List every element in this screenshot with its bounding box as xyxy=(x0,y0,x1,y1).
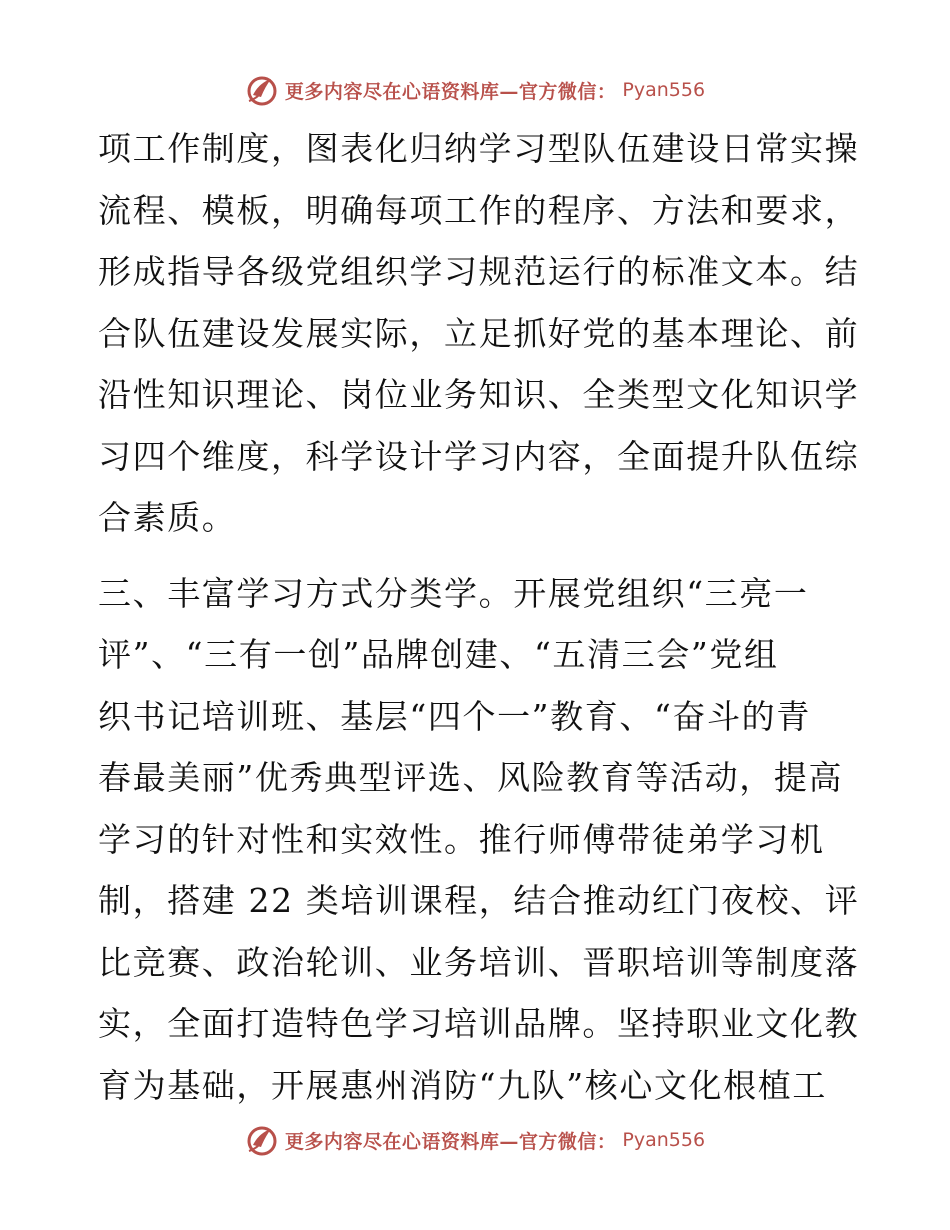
text-line: 育为基础，开展惠州消防“九队”核心文化根植工 xyxy=(98,1065,827,1105)
watermark-contact: Pyan556 xyxy=(622,1129,706,1151)
text-line: 织书记培训班、基层“四个一”教育、“奋斗的青 xyxy=(98,696,811,736)
text-line: 春最美丽”优秀典型评选、风险教育等活动，提高 xyxy=(98,758,844,797)
text-line: 习四个维度，科学设计学习内容，全面提升队伍综 xyxy=(98,436,860,476)
text-line: 评”、“三有一创”品牌创建、“五清三会”党组 xyxy=(98,635,779,674)
text-line: 合队伍建设发展实际，立足抓好党的基本理论、前 xyxy=(98,313,860,353)
text-line: 制，搭建 22 类培训课程，结合推动红门夜校、评 xyxy=(98,881,860,920)
text-line: 比竞赛、政治轮训、业务培训、晋职培训等制度落 xyxy=(98,942,860,982)
text-line: 形成指导各级党组织学习规范运行的标准文本。结 xyxy=(98,252,860,291)
watermark-contact: Pyan556 xyxy=(622,79,706,101)
brush-logo-icon xyxy=(245,1123,279,1157)
text-line: 实，全面打造特色学习培训品牌。坚持职业文化教 xyxy=(98,1004,860,1043)
paragraph-spacer xyxy=(98,549,850,563)
paragraph xyxy=(98,118,860,549)
text-line: 沿性知识理论、岗位业务知识、全类型文化知识学 xyxy=(98,375,860,414)
brush-logo-icon xyxy=(245,73,279,107)
document-body xyxy=(98,118,860,1178)
text-line: 项工作制度，图表化归纳学习型队伍建设日常实操 xyxy=(98,129,860,168)
text-line: 流程、模板，明确每项工作的程序、方法和要求， xyxy=(98,190,860,230)
header-watermark xyxy=(0,70,950,110)
watermark-text: 更多内容尽在心语资料库—官方微信： xyxy=(284,80,617,103)
footer-watermark xyxy=(0,1120,950,1160)
text-line: 合素质。 xyxy=(98,498,237,537)
text-line: 学习的针对性和实效性。推行师傅带徒弟学习机 xyxy=(98,819,825,859)
text-line: 三、丰富学习方式分类学。开展党组织“三亮一 xyxy=(98,573,809,613)
watermark-text: 更多内容尽在心语资料库—官方微信： xyxy=(284,1130,617,1153)
paragraph xyxy=(98,563,860,1178)
